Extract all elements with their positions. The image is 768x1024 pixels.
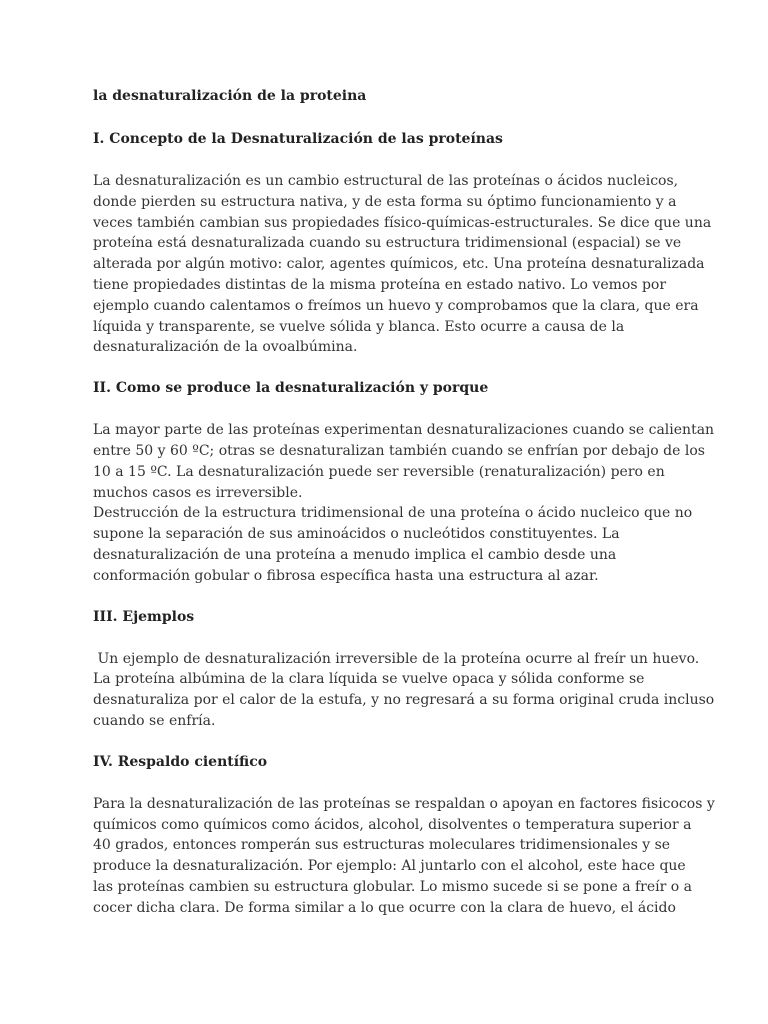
- paragraph-line: desnaturalización de la ovoalbúmina.: [93, 339, 358, 356]
- paragraph-line: produce la desnaturalización. Por ejemplo: Al juntarlo con el alcohol, este hace que: [93, 858, 686, 875]
- paragraph-line: cuando se enfría.: [93, 712, 216, 729]
- section-4: [93, 752, 715, 919]
- document-body: [93, 129, 715, 919]
- paragraph-line: muchos casos es irreversible.: [93, 484, 303, 501]
- paragraph-line: proteína está desnaturalizada cuando su estructura tridimensional (espacial) se ve: [93, 235, 682, 252]
- section-heading: I. Concepto de la Desnaturalización de las proteínas: [93, 131, 503, 147]
- paragraph-line: La mayor parte de las proteínas experimentan desnaturalizaciones cuando se calientan: [93, 422, 715, 439]
- paragraph-line: las proteínas cambien su estructura globular. Lo mismo sucede si se pone a freír o a: [93, 878, 693, 895]
- paragraph-line: ejemplo cuando calentamos o freímos un huevo y comprobamos que la clara, que era: [93, 297, 699, 314]
- paragraph: [93, 794, 715, 919]
- paragraph-line: Un ejemplo de desnaturalización irreversible de la proteína ocurre al freír un huevo.: [93, 650, 700, 667]
- section-heading: II. Como se produce la desnaturalización y porque: [93, 380, 489, 397]
- document-title: la desnaturalización de la proteina: [93, 88, 367, 104]
- paragraph: [93, 171, 712, 358]
- section-heading: IV. Respaldo científico: [93, 753, 268, 770]
- paragraph-line: conformación gobular o fibrosa específica hasta una estructura al azar.: [93, 567, 599, 584]
- paragraph-line: supone la separación de sus aminoácidos o nucleótidos constituyentes. La: [93, 526, 620, 543]
- paragraph-line: tiene propiedades distintas de la misma proteína en estado nativo. Lo vemos por: [93, 276, 667, 293]
- section-3: [93, 607, 715, 732]
- paragraph-line: alterada por algún motivo: calor, agentes químicos, etc. Una proteína desnaturalizada: [93, 256, 705, 273]
- paragraph-line: 10 a 15 ºC. La desnaturalización puede ser reversible (renaturalización) pero en: [93, 463, 665, 480]
- paragraph-line: Destrucción de la estructura tridimensional de una proteína o ácido nucleico que no: [93, 505, 693, 522]
- section-1: [93, 129, 712, 358]
- paragraph-line: desnaturalización de una proteína a menudo implica el cambio desde una: [93, 546, 617, 563]
- paragraph-line: entre 50 y 60 ºC; otras se desnaturalizan también cuando se enfrían por debajo de los: [93, 442, 705, 459]
- paragraph-line: líquida y transparente, se vuelve sólida y blanca. Esto ocurre a causa de la: [93, 318, 625, 335]
- paragraph-line: donde pierden su estructura nativa, y de esta forma su óptimo funcionamiento y a: [93, 193, 677, 210]
- section-2: [93, 378, 715, 586]
- document-page: [93, 86, 715, 939]
- paragraph-line: químicos como químicos como ácidos, alcohol, disolventes o temperatura superior a: [93, 816, 692, 833]
- paragraph-line: desnaturaliza por el calor de la estufa, y no regresará a su forma original cruda incluso: [93, 692, 715, 709]
- paragraph-line: cocer dicha clara. De forma similar a lo que ocurre con la clara de huevo, el ácido: [93, 899, 676, 916]
- paragraph: [93, 420, 715, 586]
- paragraph: [93, 649, 715, 732]
- paragraph-line: Para la desnaturalización de las proteínas se respaldan o apoyan en factores fisicocos y: [93, 795, 715, 812]
- paragraph-line: La proteína albúmina de la clara líquida se vuelve opaca y sólida conforme se: [93, 671, 645, 688]
- paragraph-line: veces también cambian sus propiedades físico-químicas-estructurales. Se dice que una: [93, 214, 712, 231]
- paragraph-line: 40 grados, entonces romperán sus estructuras moleculares tridimensionales y se: [93, 837, 671, 854]
- paragraph-line: La desnaturalización es un cambio estructural de las proteínas o ácidos nucleicos,: [93, 173, 679, 189]
- section-heading: III. Ejemplos: [93, 608, 195, 625]
